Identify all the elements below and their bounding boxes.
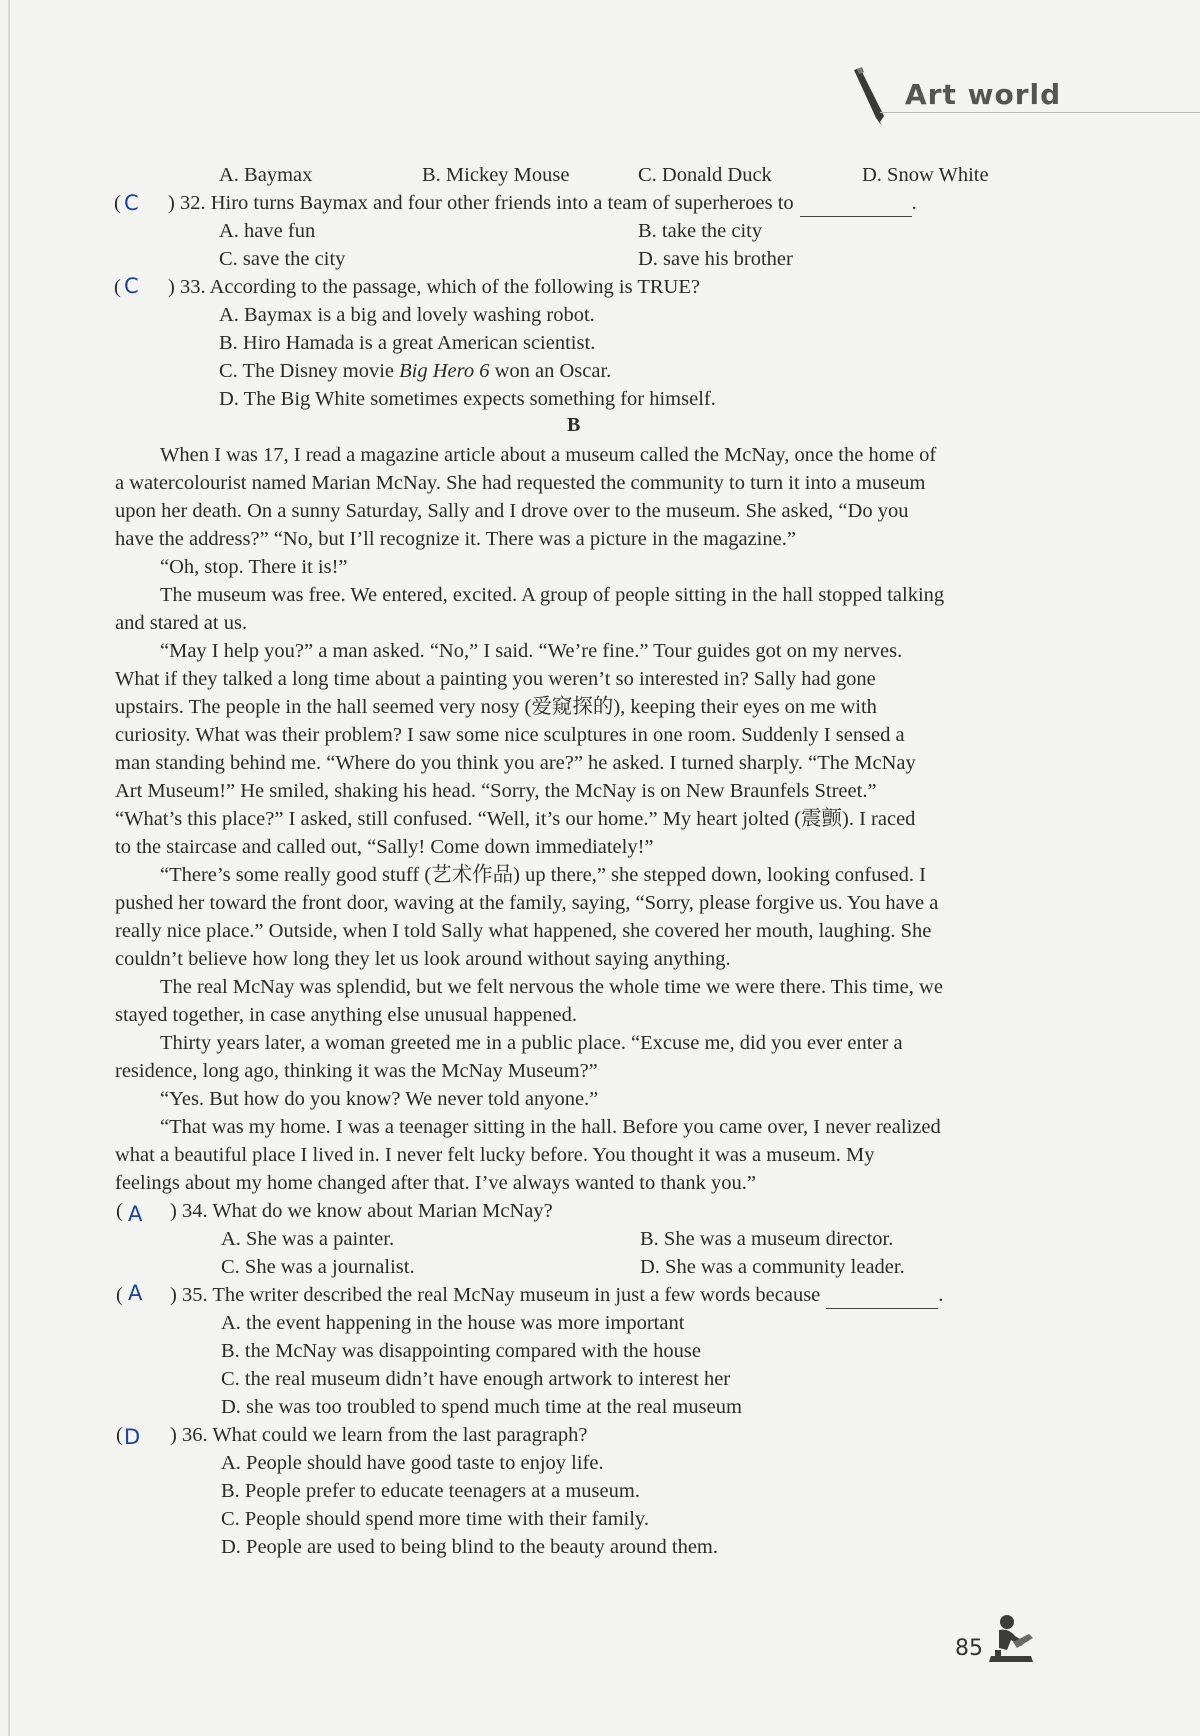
q36-option-c: C. People should spend more time with their family. [221,1508,649,1530]
passage-line: Thirty years later, a woman greeted me in a public place. “Excuse me, did you ever enter a [160,1032,903,1054]
section-heading: B [567,414,581,436]
passage-line: “Oh, stop. There it is!” [160,556,348,578]
q36-option-b: B. People prefer to educate teenagers at a museum. [221,1480,640,1502]
passage-line: “That was my home. I was a teenager sitting in the hall. Before you came over, I never realized [160,1116,941,1138]
q33-stem: ) 33. According to the passage, which of the following is TRUE? [168,276,700,298]
q32-answer: C [124,191,139,215]
passage-line: residence, long ago, thinking it was the McNay Museum?” [115,1060,598,1082]
pen-icon [850,66,890,128]
q33-option-b: B. Hiro Hamada is a great American scientist. [219,332,596,354]
q32-paren: ( [114,192,121,214]
q31-option-d: D. Snow White [862,164,989,186]
q34-option-b: B. She was a museum director. [640,1228,894,1250]
passage-line: “May I help you?” a man asked. “No,” I said. “We’re fine.” Tour guides got on my nerves. [160,640,903,662]
passage-line: The museum was free. We entered, excited. A group of people sitting in the hall stopped talking [160,584,945,606]
passage-line: stayed together, in case anything else unusual happened. [115,1004,577,1026]
header-rule [880,112,1200,113]
passage-line: to the staircase and called out, “Sally! Come down immediately!” [115,836,654,858]
passage-line: upon her death. On a sunny Saturday, Sally and I drove over to the museum. She asked, “Do you [115,500,909,522]
passage-line: a watercolourist named Marian McNay. She had requested the community to turn it into a museum [115,472,926,494]
passage-line: Art Museum!” He smiled, shaking his head. “Sorry, the McNay is on New Braunfels Street.” [115,780,877,802]
q35-blank [826,1288,938,1309]
q34-answer: A [128,1202,143,1226]
passage-line: When I was 17, I read a magazine article about a museum called the McNay, once the home of [160,444,937,466]
q31-option-b: B. Mickey Mouse [422,164,570,186]
reading-figure-icon [985,1612,1037,1666]
q35-answer: A [128,1281,143,1305]
q34-stem: ) 34. What do we know about Marian McNay? [170,1200,553,1222]
q34-paren: ( [116,1200,123,1222]
q32-option-c: C. save the city [219,248,346,270]
passage-line: curiosity. What was their problem? I saw some nice sculptures in one room. Suddenly I sensed a [115,724,905,746]
q35-option-d: D. she was too troubled to spend much time at the real museum [221,1396,742,1418]
q34-option-c: C. She was a journalist. [221,1256,415,1278]
q36-paren: ( [116,1424,123,1446]
passage-line: pushed her toward the front door, waving at the family, saying, “Sorry, please forgive us. You have a [115,892,939,914]
q36-option-a: A. People should have good taste to enjoy life. [221,1452,604,1474]
passage-line: upstairs. The people in the hall seemed very nosy (爱窥探的), keeping their eyes on me with [115,696,877,718]
q36-answer: D [124,1425,141,1449]
q33-option-a: A. Baymax is a big and lovely washing robot. [219,304,595,326]
q32-option-d: D. save his brother [638,248,793,270]
q33-answer: C [124,274,139,298]
unit-title: Art world [905,78,1062,111]
q33-option-d: D. The Big White sometimes expects something for himself. [219,388,716,410]
page-number: 85 [955,1636,983,1661]
q33-paren: ( [114,276,121,298]
passage-line: What if they talked a long time about a painting you weren’t so interested in? Sally had gone [115,668,876,690]
passage-line: what a beautiful place I lived in. I never felt lucky before. You thought it was a museum. My [115,1144,875,1166]
passage-line: feelings about my home changed after that. I’ve always wanted to thank you.” [115,1172,756,1194]
q35-option-a: A. the event happening in the house was more important [221,1312,685,1334]
q32-option-b: B. take the city [638,220,763,242]
q31-option-a: A. Baymax [219,164,313,186]
q35-option-c: C. the real museum didn’t have enough artwork to interest her [221,1368,731,1390]
q36-option-d: D. People are used to being blind to the beauty around them. [221,1536,719,1558]
q33-option-c: C. The Disney movie Big Hero 6 won an Oscar. [219,360,612,382]
passage-line: couldn’t believe how long they let us look around without saying anything. [115,948,731,970]
q32-stem: ) 32. Hiro turns Baymax and four other friends into a team of superheroes to . [168,189,917,217]
passage-line: really nice place.” Outside, when I told Sally what happened, she covered her mouth, laughing. She [115,920,932,942]
q35-option-b: B. the McNay was disappointing compared with the house [221,1340,701,1362]
passage-line: have the address?” “No, but I’ll recognize it. There was a picture in the magazine.” [115,528,796,550]
passage-line: “There’s some really good stuff (艺术作品) up there,” she stepped down, looking confused. I [160,864,926,886]
q35-paren: ( [116,1284,123,1306]
passage-line: The real McNay was splendid, but we felt nervous the whole time we were there. This time, we [160,976,943,998]
page-edge [8,0,10,1736]
q34-option-d: D. She was a community leader. [640,1256,905,1278]
q32-option-a: A. have fun [219,220,316,242]
q35-stem: ) 35. The writer described the real McNay museum in just a few words because . [170,1281,943,1309]
q31-option-c: C. Donald Duck [638,164,772,186]
movie-title: Big Hero 6 [399,360,490,382]
passage-line: man standing behind me. “Where do you think you are?” he asked. I turned sharply. “The McNay [115,752,916,774]
q36-stem: ) 36. What could we learn from the last paragraph? [170,1424,588,1446]
q32-blank [800,196,912,217]
passage-line: “Yes. But how do you know? We never told anyone.” [160,1088,599,1110]
passage-line: and stared at us. [115,612,248,634]
passage-line: “What’s this place?” I asked, still confused. “Well, it’s our home.” My heart jolted (震颤). I raced [115,808,916,830]
q34-option-a: A. She was a painter. [221,1228,395,1250]
